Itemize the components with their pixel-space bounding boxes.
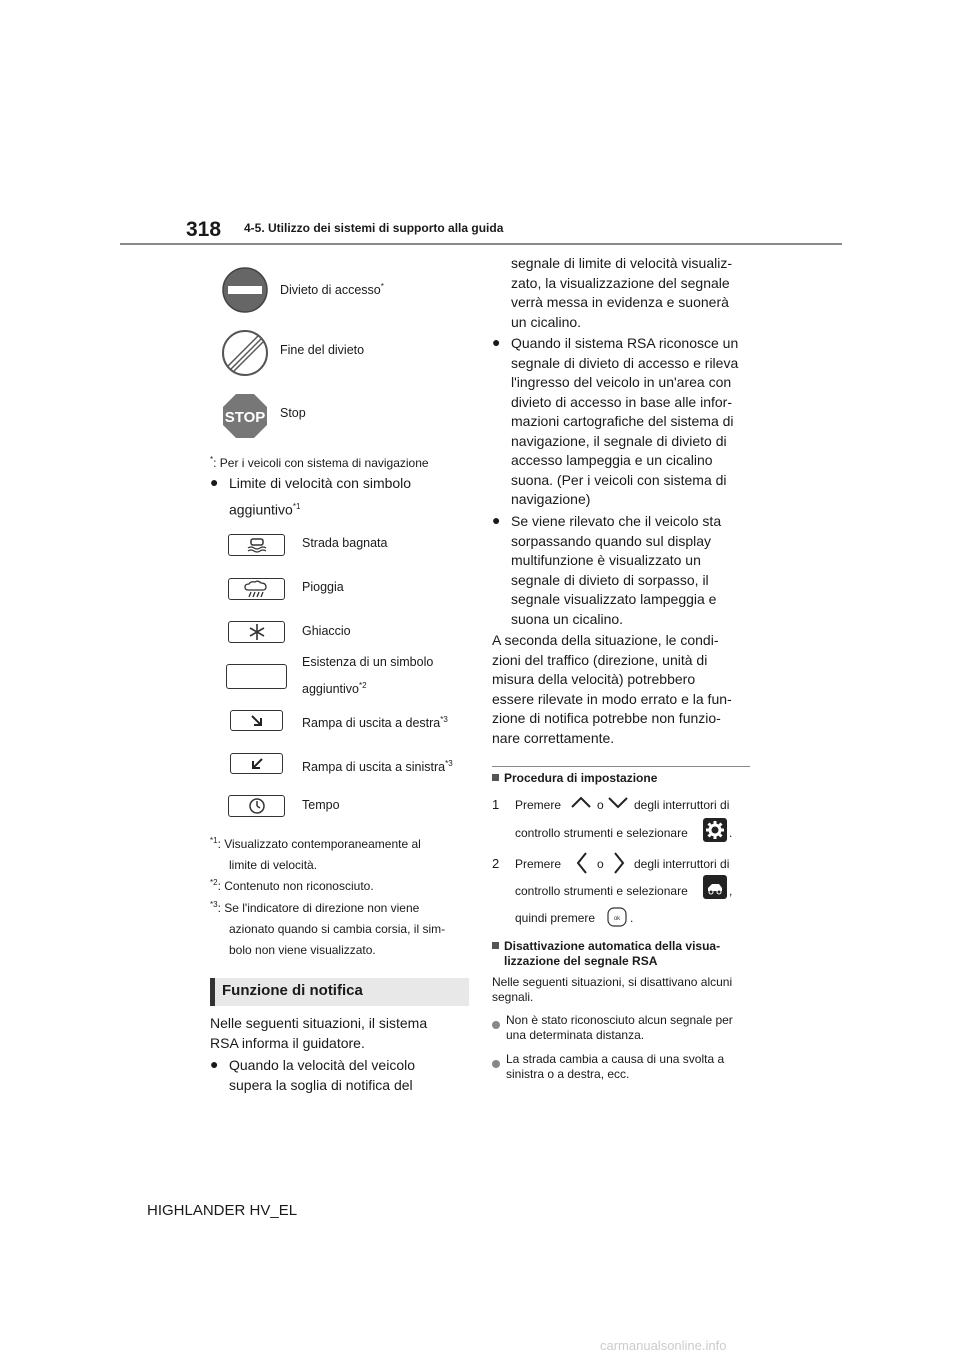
bullet-no-entry: Quando il sistema RSA riconosce un segnale di divieto di accesso e rileva l'ingresso del veicolo in un'area con divieto di accesso in base alle infor- mazioni cartografiche del sistema di navigazione, il segnale di divieto di accesso lampeggia e un cicalino suona. (Per i veicoli con sistema di navigazione) — [511, 335, 739, 507]
exit-right-arrow-icon — [230, 710, 283, 731]
step-2-text-a: Premere — [515, 857, 562, 871]
stop-sign-icon — [221, 392, 269, 440]
footnote-1: $^{*1}$: Visualizzato contemporaneamente al limite di velocità. — [210, 836, 421, 872]
sign-footnote: *: Per i veicoli con sistema di navigazione — [210, 455, 429, 470]
procedure-heading: Procedura di impostazione — [492, 771, 657, 785]
step-1-or: o — [597, 798, 604, 812]
svg-text:ok: ok — [613, 916, 621, 922]
clock-icon — [228, 795, 285, 817]
symbol-label-wet-road: Strada bagnata — [302, 536, 388, 550]
bullet-dot: ● — [492, 512, 501, 528]
chevron-up-icon — [570, 795, 592, 809]
bullet-dot: ● — [210, 1056, 219, 1072]
sign-label-stop: Stop — [280, 406, 306, 420]
notification-intro: Nelle seguenti situazioni, il sistema RSA informa il guidatore. — [210, 1015, 428, 1051]
unrecognized-symbol-icon — [226, 664, 287, 689]
step-2-end: , — [729, 884, 733, 898]
auto-item-2: La strada cambia a causa di una svolta a sinistra o a destra, ecc. — [506, 1052, 725, 1081]
sign-label-no-entry: Divieto di accesso* — [280, 282, 384, 298]
chevron-down-icon — [607, 795, 629, 809]
auto-deactivation-heading: Disattivazione automatica della visua- lizzazione del segnale RSA — [492, 939, 720, 969]
footer-model: HIGHLANDER HV_EL — [147, 1202, 298, 1219]
stop-sign-text: STOP — [224, 409, 266, 426]
page-number: 318 — [186, 218, 222, 241]
step-2-text-c: controllo strumenti e selezionare — [515, 884, 688, 898]
ice-snowflake-icon — [228, 621, 285, 643]
wet-road-icon — [228, 534, 285, 556]
divider-rule — [492, 766, 750, 767]
step-1-text-a: Premere — [515, 798, 562, 812]
header-rule — [120, 243, 842, 245]
step-1-number: 1 — [492, 797, 500, 812]
gray-bullet — [492, 1055, 500, 1073]
accuracy-paragraph: A seconda della situazione, le condi- zioni del traffico (direzione, unità di misura della velocità) potrebbero essere rilevate in modo errato e la fun- zione di notifica potrebbe non funzio- nare correttamente. — [492, 632, 732, 746]
auto-deactivation-text: Nelle seguenti situazioni, si disattivano alcuni segnali. — [492, 975, 733, 1004]
rain-icon — [228, 578, 285, 600]
symbol-label-exit-right: Rampa di uscita a destra$^{*3}$ — [302, 715, 448, 731]
gray-bullet — [492, 1016, 500, 1034]
step-1-text-c: controllo strumenti e selezionare — [515, 826, 688, 840]
speed-notification-continuation: segnale di limite di velocità visualiz- zato, la visualizzazione del segnale verrà messa in evidenza e suonerà un cicalino. — [511, 255, 732, 330]
footnote-3: $^{*3}$: Se l'indicatore di direzione non viene azionato quando si cambia corsia, il sim- bolo non viene visualizzato. — [210, 900, 446, 957]
section-heading-accent — [210, 978, 215, 1006]
step-1-end: . — [729, 826, 733, 840]
step-2-text-b: degli interruttori di — [634, 857, 730, 871]
gear-icon — [703, 818, 727, 842]
no-entry-sign-icon — [221, 266, 269, 314]
bullet-speed-threshold: Quando la velocità del veicolo supera la soglia di notifica del — [229, 1057, 416, 1093]
chevron-left-icon — [575, 851, 589, 875]
sign-label-end-of-prohibition: Fine del divieto — [280, 343, 365, 357]
step-2-number: 2 — [492, 856, 500, 871]
symbol-label-exit-left: Rampa di uscita a sinistra$^{*3}$ — [302, 759, 453, 775]
bullet-dot: ● — [492, 334, 501, 350]
ok-button-icon — [606, 906, 628, 928]
footnote-2: $^{*2}$: Contenuto non riconosciuto. — [210, 878, 374, 893]
step-1-text-b: degli interruttori di — [634, 798, 730, 812]
bullet-dot: ● — [210, 474, 219, 490]
exit-left-arrow-icon — [230, 753, 283, 774]
auto-item-1: Non è stato riconosciuto alcun segnale per una determinata distanza. — [506, 1013, 733, 1042]
section-heading-notification: Funzione di notifica — [222, 982, 363, 999]
symbol-label-ice: Ghiaccio — [302, 624, 351, 638]
chevron-right-icon — [612, 851, 626, 875]
bullet-overtake: Se viene rilevato che il veicolo sta sorpassando quando sul display multifunzione è visualizzato un segnale di divieto di sorpasso, il segnale visualizzato lampeggia e suona un cicalino. — [511, 513, 722, 627]
bullet-additional-symbol: Limite di velocità con simbolo aggiuntivo$^{*1}$ — [229, 475, 412, 518]
symbol-label-rain: Pioggia — [302, 580, 344, 594]
end-of-prohibition-sign-icon — [221, 329, 269, 377]
step-2-or: o — [597, 857, 604, 871]
car-settings-icon — [703, 875, 727, 899]
symbol-label-time: Tempo — [302, 798, 340, 812]
symbol-label-additional: Esistenza di un simbolo aggiuntivo$^{*2}$ — [302, 655, 434, 697]
section-title: 4-5. Utilizzo dei sistemi di supporto alla guida — [244, 221, 504, 235]
watermark: carmanualsonline.info — [600, 1338, 727, 1353]
step-2-text-d: quindi premere — [515, 911, 596, 925]
step-2-end2: . — [630, 911, 634, 925]
